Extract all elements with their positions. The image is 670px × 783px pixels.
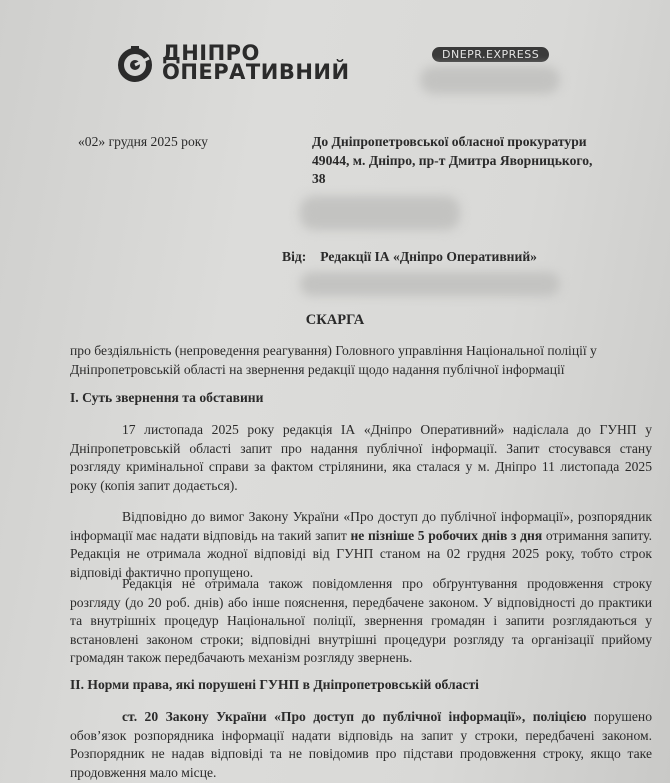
paragraph: 17 листопада 2025 року редакція ІА «Дніпро Оперативний» надіслала до ГУНП у Дніпропетровській області запит про надання публічної інформації. Запит стосувався стану розгляду кримінальної справи за фактом стрілянини, яка сталася у м. Дніпро 11 листопада 2025 року (копія запит додається).	[70, 422, 652, 493]
text: порушено обов’язок розпорядника інформації надати відповідь на запит у строки, передбачені законом. Розпорядник не надав відповіді та не повідомив про підстави продовження строку, якщо таке продовження мало місце.	[70, 709, 652, 780]
subject: про бездіяльність (непроведення реагування) Головного управління Національної поліції у Дніпропетровській області на звернення редакції щодо надання публічної інформації	[70, 343, 597, 377]
logo	[116, 41, 350, 84]
logo-line1: ДНІПРО	[162, 41, 260, 65]
sender-label: Від:	[282, 249, 307, 264]
recipient-line: До Дніпропетровської обласної прокуратури	[312, 134, 587, 149]
text: Відповідно до вимог Закону України «Про доступ до публічної інформації», розпорядник інформації має надати відповідь на такий запит	[70, 509, 652, 543]
sender-block	[282, 248, 537, 267]
redacted-area	[300, 196, 460, 230]
logo-line2: ОПЕРАТИВНИЙ	[162, 60, 350, 84]
redacted-area	[300, 272, 560, 296]
logo-text	[162, 41, 350, 84]
section2-heading: ІІ. Норми права, які порушені ГУНП в Дніпропетровській області	[70, 677, 479, 692]
bold-text: ст. 20 Закону України «Про доступ до публічної інформації», поліцією	[122, 709, 587, 724]
recipient-line: 38	[312, 171, 326, 186]
site-badge: DNEPR.EXPRESS	[432, 47, 549, 62]
text: отримання запиту. Редакція не отримала жодної відповіді від ГУНП станом на 02 грудня 2025 року, тобто строк відповіді фактично пропущено.	[70, 527, 653, 580]
paragraph	[70, 508, 652, 582]
paragraph: Редакція не отримала також повідомлення про обґрунтування продовження строку розгляду (до 20 роб. днів) або інше пояснення, передбачене законом. У відповідності до практики та внутрішніх процедур Національної поліції, звернення громадян і запити розглядаються у встановлені законом строки; відповідні внутрішні процедури розгляду та організації прийому громадян також передбачають механізм розгляду звернень.	[70, 576, 652, 665]
document-title: СКАРГА	[305, 312, 365, 328]
bold-text: не пізніше 5 робочих днів з дня	[350, 527, 543, 543]
document-date: «02» грудня 2025 року	[78, 134, 208, 149]
paragraph	[70, 708, 652, 782]
recipient-block	[312, 133, 592, 189]
sender-value: Редакції ІА «Дніпро Оперативний»	[320, 249, 537, 264]
section1-heading: І. Суть звернення та обставини	[70, 390, 264, 405]
recipient-line: 49044, м. Дніпро, пр-т Дмитра Яворницького,	[312, 152, 593, 168]
redacted-area	[420, 66, 560, 94]
logo-icon	[116, 44, 154, 82]
